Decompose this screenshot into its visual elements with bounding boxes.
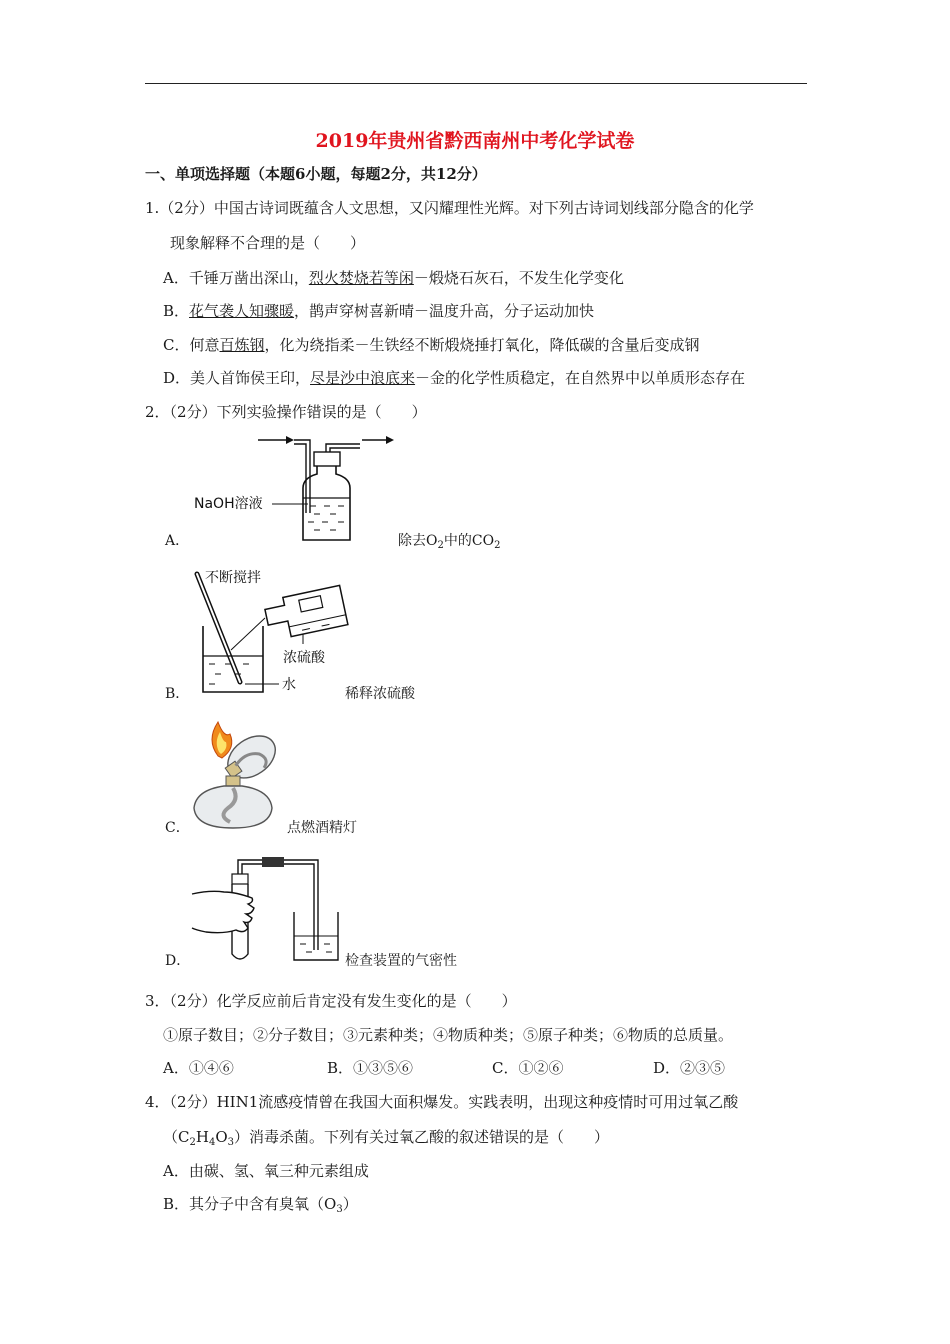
q4-formula-h: H xyxy=(195,1128,209,1146)
gas-washing-bottle-figure xyxy=(190,428,390,548)
q1-d-underline: 尽是沙中浪底来 xyxy=(310,369,416,387)
q2-option-d-caption: 检查装置的气密性 xyxy=(345,953,457,969)
header-rule xyxy=(145,83,807,84)
q1-b-underline: 花气袭人知骤暖 xyxy=(189,302,295,320)
q1-d-rest: －金的化学性质稳定，在自然界中以单质形态存在 xyxy=(415,369,746,387)
q2-option-c-caption: 点燃酒精灯 xyxy=(287,820,357,836)
q4-formula-o: O xyxy=(215,1128,228,1146)
q2-option-a-caption xyxy=(398,530,500,551)
q4-option-a: A．由碳、氢、氧三种元素组成 xyxy=(163,1162,369,1180)
q3-option-c: C．①②⑥ xyxy=(492,1059,564,1077)
q2-option-b-caption: 稀释浓硫酸 xyxy=(345,686,415,702)
q1-a-rest: －煅烧石灰石，不发生化学变化 xyxy=(413,269,624,287)
water-label: 水 xyxy=(282,677,296,693)
q4-formula-sub1: 2 xyxy=(189,1137,196,1148)
page-title: 2019年贵州省黔西南州中考化学试卷 xyxy=(315,130,635,152)
q2-a-caption-mid: 中的CO xyxy=(443,533,495,549)
naoh-solution-label: NaOH溶液 xyxy=(194,496,263,512)
q1-option-c xyxy=(163,334,700,355)
q1-a-prefix: A．千锤万凿出深山， xyxy=(163,269,309,287)
q4-option-b xyxy=(163,1193,358,1215)
q1-option-a xyxy=(163,267,624,288)
q4-formula-sub3: 3 xyxy=(227,1137,235,1148)
q1-b-prefix: B． xyxy=(163,302,190,320)
q4-stem-rest: ）消毒杀菌。下列有关过氧乙酸的叙述错误的是（ ） xyxy=(234,1128,610,1146)
q1-c-prefix: C．何意 xyxy=(163,336,220,354)
q2-a-caption-sub2: 2 xyxy=(494,540,501,551)
q1-option-b xyxy=(163,300,594,321)
q1-c-rest: ，化为绕指柔－生铁经不断煅烧捶打氧化，降低碳的含量后变成钢 xyxy=(264,336,700,354)
q3-option-b: B．①③⑤⑥ xyxy=(327,1059,414,1077)
q3-option-d: D．②③⑤ xyxy=(653,1059,726,1077)
q4-stem-line1: 4．（2分）HIN1流感疫情曾在我国大面积爆发。实践表明，出现这种疫情时可用过氧乙酸 xyxy=(145,1093,739,1111)
alcohol-lamp-figure xyxy=(188,716,280,834)
airtightness-figure xyxy=(190,852,342,964)
q2-stem: 2．（2分）下列实验操作错误的是（ ） xyxy=(145,403,427,421)
q4-formula-prefix: （C xyxy=(163,1128,190,1146)
q4-b-prefix: B．其分子中含有臭氧（O xyxy=(163,1195,337,1213)
q1-b-rest: ，鹊声穿树喜新晴－温度升高，分子运动加快 xyxy=(294,302,595,320)
q1-stem-line1: 1.（2分）中国古诗词既蕴含人文思想，又闪耀理性光辉。对下列古诗词划线部分隐含的化学 xyxy=(145,199,754,217)
q3-items: ①原子数目；②分子数目；③元素种类；④物质种类；⑤原子种类；⑥物质的总质量。 xyxy=(163,1026,734,1044)
q3-stem: 3．（2分）化学反应前后肯定没有发生变化的是（ ） xyxy=(145,992,517,1010)
section-heading: 一、单项选择题（本题6小题，每题2分，共12分） xyxy=(145,165,487,183)
q2-option-c-label: C． xyxy=(165,820,190,836)
q1-c-underline: 百炼钢 xyxy=(219,336,265,354)
q2-option-a-label: A． xyxy=(165,533,190,549)
q2-option-b-label: B． xyxy=(165,686,190,702)
dilute-acid-figure xyxy=(185,560,350,700)
q4-b-suffix: ） xyxy=(342,1195,358,1213)
q4-stem-line2 xyxy=(163,1126,609,1148)
q2-a-caption-prefix: 除去O xyxy=(398,533,438,549)
q1-d-prefix: D．美人首饰侯王印， xyxy=(163,369,311,387)
q1-stem-line2: 现象解释不合理的是（ ） xyxy=(170,234,366,252)
stir-label: 不断搅拌 xyxy=(205,570,261,586)
conc-acid-label: 浓硫酸 xyxy=(283,650,325,666)
q2-a-caption-sub1: 2 xyxy=(437,540,444,551)
q4-formula-sub2: 4 xyxy=(208,1137,216,1148)
q1-a-underline: 烈火焚烧若等闲 xyxy=(308,269,414,287)
q2-option-d-label: D． xyxy=(165,953,191,969)
q4-b-sub: 3 xyxy=(336,1204,343,1215)
q3-option-a: A．①④⑥ xyxy=(163,1059,234,1077)
q1-option-d xyxy=(163,367,745,388)
